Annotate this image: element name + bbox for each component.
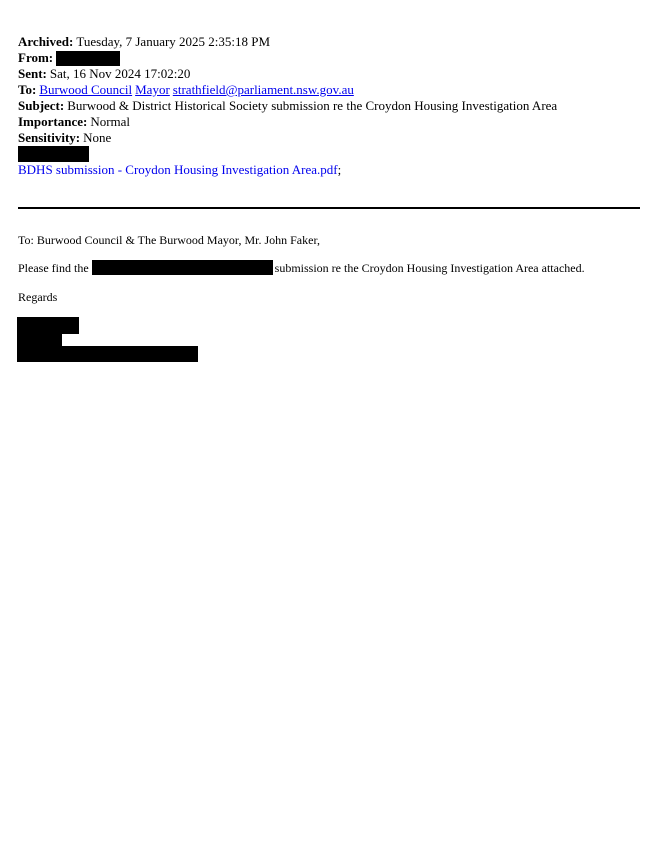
archived-value: Tuesday, 7 January 2025 2:35:18 PM (76, 34, 271, 49)
signature-redaction-name (17, 317, 79, 334)
attachment-link[interactable]: BDHS submission - Croydon Housing Investigation Area.pdf (18, 162, 338, 177)
sensitivity-value: None (83, 130, 112, 145)
from-line (18, 50, 638, 66)
sent-line (18, 66, 638, 82)
email-regards: Regards (18, 290, 58, 304)
archived-line (18, 34, 638, 50)
to-label: To: (18, 82, 37, 97)
paragraph-redaction (92, 260, 273, 275)
header-divider (18, 207, 640, 209)
importance-label: Importance: (18, 114, 88, 129)
paragraph-start: Please find the (18, 260, 89, 275)
redacted-line (18, 146, 638, 162)
signature-redaction-org (17, 346, 198, 362)
sensitivity-label: Sensitivity: (18, 130, 81, 145)
email-greeting: To: Burwood Council & The Burwood Mayor, Mr. John Faker, (18, 233, 320, 247)
to-line (18, 82, 638, 98)
header-redaction (18, 146, 89, 162)
subject-line (18, 98, 638, 114)
from-redaction (56, 51, 120, 66)
subject-label: Subject: (18, 98, 65, 113)
from-label: From: (18, 50, 54, 65)
email-paragraph (18, 260, 585, 275)
recipient-link-burwood-council[interactable]: Burwood Council (39, 82, 133, 97)
archived-label: Archived: (18, 34, 74, 49)
sent-value: Sat, 16 Nov 2024 17:02:20 (49, 66, 191, 81)
sensitivity-line (18, 130, 638, 146)
importance-value: Normal (90, 114, 131, 129)
recipient-link-strathfield[interactable]: strathfield@parliament.nsw.gov.au (172, 82, 354, 97)
recipient-link-mayor[interactable]: Mayor (135, 82, 170, 97)
subject-value: Burwood & District Historical Society submission re the Croydon Housing Investigation Area (67, 98, 558, 113)
paragraph-end: submission re the Croydon Housing Investigation Area attached. (274, 260, 585, 275)
attachment-line (18, 162, 638, 178)
email-header (18, 34, 638, 178)
importance-line (18, 114, 638, 130)
attachment-separator: ; (337, 162, 342, 177)
sent-label: Sent: (18, 66, 47, 81)
